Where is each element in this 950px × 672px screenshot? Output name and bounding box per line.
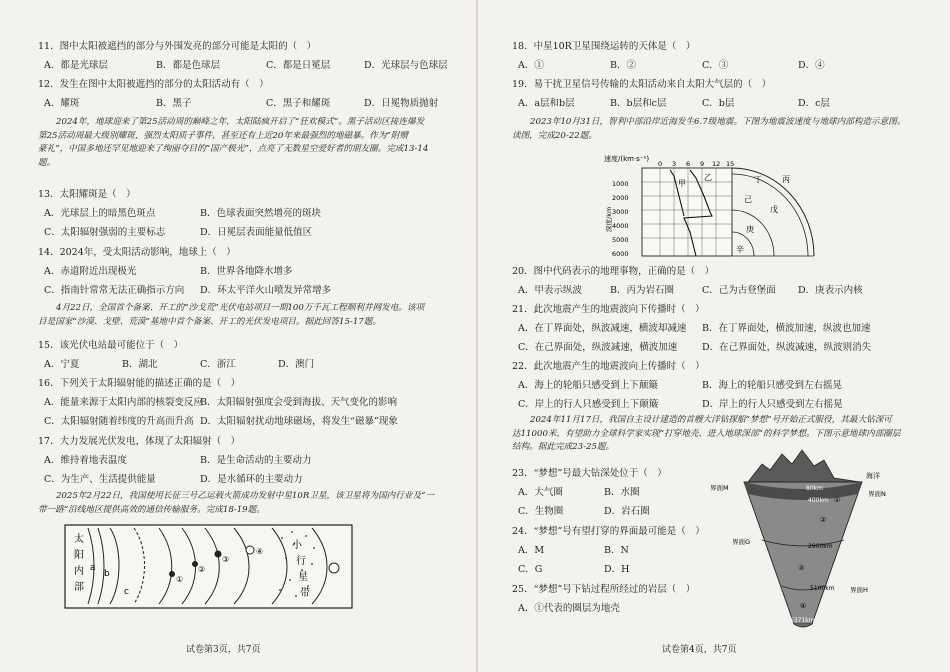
q12-option-d: D．日冕物质抛射 bbox=[364, 98, 439, 109]
earth-interior-figure bbox=[710, 444, 894, 630]
q12-option-a: A．耀斑 bbox=[44, 98, 80, 109]
page-4 bbox=[478, 0, 950, 672]
x-tick-0: 0 bbox=[658, 160, 663, 168]
layer-b-label: b bbox=[104, 569, 110, 579]
q18-option-b: B．② bbox=[610, 60, 636, 71]
layer-label-bing: 丙 bbox=[782, 175, 790, 184]
depth-6371km: 6371km bbox=[790, 617, 815, 624]
x-tick-9: 9 bbox=[700, 160, 705, 168]
interface-m-label: 界面M bbox=[710, 484, 729, 492]
q21-option-b: B．在丁界面处，横波加速，纵波也加速 bbox=[702, 323, 871, 334]
q15-option-c: C．浙江 bbox=[200, 359, 236, 370]
interface-n-label: 界面N bbox=[868, 490, 886, 498]
q24-option-c: C．G bbox=[518, 564, 543, 575]
q12-option-c: C．黑子和耀斑 bbox=[266, 98, 331, 109]
ocean-label: 海洋 bbox=[866, 472, 880, 480]
q11-option-b: B．都是色球层 bbox=[156, 60, 220, 71]
q18-stem: 18．中星10R卫星围绕运转的天体是（ ） bbox=[512, 41, 696, 52]
q21-option-a: A．在丁界面处，纵波减速，横波却减速 bbox=[518, 323, 687, 334]
q22-option-b: B．海上的轮船只感受到左右摇晃 bbox=[702, 380, 842, 391]
q11-option-d: D．光球层与色球层 bbox=[364, 60, 448, 71]
x-tick-12: 12 bbox=[712, 160, 721, 168]
q24-stem: 24．“梦想”号有望打穿的界面最可能是（ ） bbox=[512, 526, 705, 537]
y-tick-4000: 4000 bbox=[612, 222, 629, 230]
q13-option-c: C．太阳辐射强弱的主要标志 bbox=[44, 227, 166, 238]
depth-80km: 80km bbox=[806, 485, 823, 492]
x-tick-15: 15 bbox=[726, 160, 735, 168]
asteroid-belt-char-1: 小 bbox=[292, 540, 302, 551]
passage-solar-pv: 4月22日，全国首个备案、开工的“沙戈荒”光伏电站项目一期100万千瓦工程顺利并网发电。该项 目是国家“沙漠、戈壁、荒漠”基地中首个备案、开工的光伏发电项目。据此回答15-17题。 bbox=[38, 303, 425, 327]
q20-option-a: A．甲表示纵波 bbox=[518, 285, 582, 296]
q16-option-d: D．太阳辐射扰动地球磁场，将发生“磁暴”现象 bbox=[200, 416, 398, 427]
asteroid-belt-char-2: 行 bbox=[296, 556, 306, 567]
q14-stem: 14．2024年，受太阳活动影响，地球上（ ） bbox=[38, 247, 236, 258]
q25-stem: 25．“梦想”号下钻过程所经过的岩层（ ） bbox=[512, 584, 696, 595]
interface-g-label: 界面G bbox=[732, 538, 751, 546]
seismic-wave-figure bbox=[602, 152, 816, 258]
q22-option-d: D．岸上的行人只感受到左右摇晃 bbox=[702, 399, 843, 410]
passage-drill-ship: 2024年11月17日，我国自主设计建造的首艘大洋钻探船“梦想”号开始正式服役，其最大钻深可 达11000米，有望助力全球科学家实现“打穿地壳、进入地球深部”的科学梦想。下图示意地球内部圈层 结构。据此完成23-25题。 bbox=[512, 415, 901, 452]
q14-option-b: B．世界各地降水增多 bbox=[200, 266, 293, 277]
crust-arc bbox=[732, 174, 808, 256]
y-tick-2000: 2000 bbox=[612, 194, 629, 202]
planet-4 bbox=[246, 546, 254, 554]
q12-stem: 12．发生在图中太阳被遮挡的部分的太阳活动有（ ） bbox=[38, 79, 269, 90]
y-tick-1000: 1000 bbox=[612, 180, 629, 188]
q24-option-b: B．N bbox=[604, 545, 629, 556]
q15-option-d: D．澳门 bbox=[278, 359, 315, 370]
y-tick-3000: 3000 bbox=[612, 208, 629, 216]
passage-satellite: 2025年2月22日，我国使用长征三号乙运载火箭成功发射中星10R卫星，该卫星将为国内行业及“一 带一路”沿线地区提供高效的通信传输服务。完成18-19题。 bbox=[38, 491, 435, 515]
q19-option-d: D．c层 bbox=[798, 98, 830, 109]
cone-tip bbox=[794, 624, 812, 627]
q22-stem: 22．此次地震产生的地震波向上传播时（ ） bbox=[512, 361, 705, 372]
page-3-footer: 试卷第3页，共7页 bbox=[186, 645, 261, 655]
curve-label-yi: 乙 bbox=[704, 173, 712, 182]
q13-option-b: B．色球表面突然增亮的斑块 bbox=[200, 208, 321, 219]
q18-option-a: A．① bbox=[518, 60, 544, 71]
q18-option-c: C．③ bbox=[702, 60, 729, 71]
passage-earthquake: 2023年10月31日，智利中部沿岸近海发生6.7级地震。下图为地震波速度与地球内部构造示意图。 读图，完成20-22题。 bbox=[512, 117, 906, 141]
mountain-surface bbox=[748, 450, 860, 482]
layer-label-ji: 己 bbox=[744, 195, 752, 204]
sphere-label-3: ③ bbox=[798, 564, 805, 572]
figure-side-label-4: 部 bbox=[74, 582, 84, 593]
q14-option-a: A．赤道附近出现极光 bbox=[44, 266, 137, 277]
q20-stem: 20．图中代码表示的地理事物，正确的是（ ） bbox=[512, 266, 715, 277]
q13-option-a: A．光球层上的暗黑色斑点 bbox=[44, 208, 156, 219]
q25-option-a: A．①代表的圈层为地壳 bbox=[518, 603, 620, 614]
solar-system-figure bbox=[64, 524, 354, 610]
q23-stem: 23．“梦想”号最大钻深处位于（ ） bbox=[512, 468, 667, 479]
q14-option-c: C．指南针常常无法正确指示方向 bbox=[44, 285, 185, 296]
q23-option-a: A．大气圈 bbox=[518, 487, 563, 498]
page-4-footer: 试卷第4页，共7页 bbox=[662, 645, 737, 655]
q15-option-b: B．湖北 bbox=[122, 359, 158, 370]
sphere-label-2: ② bbox=[820, 516, 827, 524]
depth-5100km: 5100km bbox=[810, 585, 835, 592]
planet-1 bbox=[169, 571, 175, 577]
asteroid-belt-char-4: 带 bbox=[300, 588, 310, 599]
q22-option-c: C．岸上的行人只感受到上下颠簸 bbox=[518, 399, 659, 410]
layer-label-ding: 丁 bbox=[754, 175, 762, 184]
q19-stem: 19．易干扰卫星信号传输的太阳活动来自太阳大气层的（ ） bbox=[512, 79, 772, 90]
q11-stem: 11．图中太阳被遮挡的部分与外围发亮的部分可能是太阳的（ ） bbox=[38, 41, 317, 52]
q20-option-d: D．庚表示内核 bbox=[798, 285, 863, 296]
q13-stem: 13．太阳耀斑是（ ） bbox=[38, 189, 136, 200]
depth-2900km: 2900km bbox=[808, 543, 833, 550]
q19-option-c: C．b层 bbox=[702, 98, 735, 109]
q21-option-d: D．在己界面处，纵波减速，纵波则消失 bbox=[702, 342, 872, 353]
q17-option-a: A．维持着地表温度 bbox=[44, 455, 127, 466]
y-tick-6000: 6000 bbox=[612, 250, 629, 258]
q16-option-b: B．太阳辐射强度会受到海拔、天气变化的影响 bbox=[200, 397, 397, 408]
q24-option-a: A．M bbox=[518, 545, 545, 556]
q23-option-b: B．水圈 bbox=[604, 487, 640, 498]
q16-option-c: C．太阳辐射随着纬度的升高而升高 bbox=[44, 416, 194, 427]
q17-option-c: C．为生产、生活提供能量 bbox=[44, 474, 156, 485]
figure-side-label-1: 太 bbox=[74, 534, 84, 545]
q13-option-d: D．日冕层表面能量低值区 bbox=[200, 227, 313, 238]
planet-label-4: ④ bbox=[256, 547, 264, 556]
depth-axis-label: 深度/km bbox=[605, 206, 613, 232]
planet-label-2: ② bbox=[198, 565, 206, 574]
x-tick-3: 3 bbox=[672, 160, 677, 168]
layer-c-label: c bbox=[124, 587, 129, 597]
q19-option-b: B．b层和c层 bbox=[610, 98, 667, 109]
layer-label-xin: 辛 bbox=[736, 245, 744, 254]
q12-option-b: B．黑子 bbox=[156, 98, 192, 109]
depth-400km: 400km bbox=[808, 497, 829, 504]
figure-side-label-3: 内 bbox=[74, 566, 84, 577]
x-tick-6: 6 bbox=[686, 160, 691, 168]
q24-option-d: D．H bbox=[604, 564, 630, 575]
q17-stem: 17．大力发展光伏发电，体现了太阳辐射（ ） bbox=[38, 436, 241, 447]
q17-option-b: B．是生命活动的主要动力 bbox=[200, 455, 312, 466]
q16-option-a: A．能量来源于太阳内部的核裂变反应 bbox=[44, 397, 203, 408]
q18-option-d: D．④ bbox=[798, 60, 825, 71]
q14-option-d: D．环太平洋火山喷发异常增多 bbox=[200, 285, 332, 296]
planet-label-3: ③ bbox=[222, 555, 230, 564]
q11-option-a: A．都是光球层 bbox=[44, 60, 108, 71]
q20-option-c: C．己为古登堡面 bbox=[702, 285, 776, 296]
curve-label-jia: 甲 bbox=[678, 179, 686, 188]
q20-option-b: B．丙为岩石圈 bbox=[610, 285, 674, 296]
q23-option-d: D．岩石圈 bbox=[604, 506, 650, 517]
q19-option-a: A．a层和b层 bbox=[518, 98, 575, 109]
q15-option-a: A．宁夏 bbox=[44, 359, 80, 370]
y-tick-5000: 5000 bbox=[612, 236, 629, 244]
q15-stem: 15．该光伏电站最可能位于（ ） bbox=[38, 340, 184, 351]
passage-aurora: 2024年，地球迎来了第25活动周的巅峰之年，太阳陆疯开启了“狂欢模式”。黑子活动区接连爆发 第25活动周最大级别耀斑，强烈太阳质子事件，甚至还有上近20年来最强烈的地磁暴。作为“附赠 豪礼”，中国多地还罕见地迎来了绚丽夺目的“国产极光”，点亮了无数星空爱好者的朋友圈。完成13-14 题。 bbox=[38, 117, 429, 168]
layer-a-label: a bbox=[90, 563, 96, 573]
plot-frame bbox=[642, 168, 732, 256]
q16-stem: 16．下列关于太阳辐射能的描述正确的是（ ） bbox=[38, 378, 241, 389]
interface-h-label: 界面H bbox=[850, 586, 868, 594]
asteroid-belt-char-3: 星 bbox=[298, 572, 308, 583]
figure-side-label-2: 阳 bbox=[74, 550, 84, 561]
outer-planet bbox=[329, 563, 339, 573]
layer-label-geng: 庚 bbox=[746, 225, 754, 234]
q11-option-c: C．都是日冕层 bbox=[266, 60, 331, 71]
layer-label-wu: 戊 bbox=[770, 205, 778, 214]
q21-option-c: C．在己界面处，纵波减速，横波加速 bbox=[518, 342, 678, 353]
velocity-axis-title: 速度/(km·s⁻¹) bbox=[604, 155, 650, 163]
q23-option-c: C．生物圈 bbox=[518, 506, 564, 517]
planet-label-1: ① bbox=[176, 575, 184, 584]
planet-3 bbox=[215, 551, 222, 558]
sphere-label-4: ④ bbox=[800, 602, 807, 610]
q17-option-d: D．是水循环的主要动力 bbox=[200, 474, 303, 485]
sphere-label-1: ① bbox=[834, 496, 841, 504]
q21-stem: 21．此次地震产生的地震波向下传播时（ ） bbox=[512, 304, 705, 315]
q22-option-a: A．海上的轮船只感受到上下颠簸 bbox=[518, 380, 658, 391]
